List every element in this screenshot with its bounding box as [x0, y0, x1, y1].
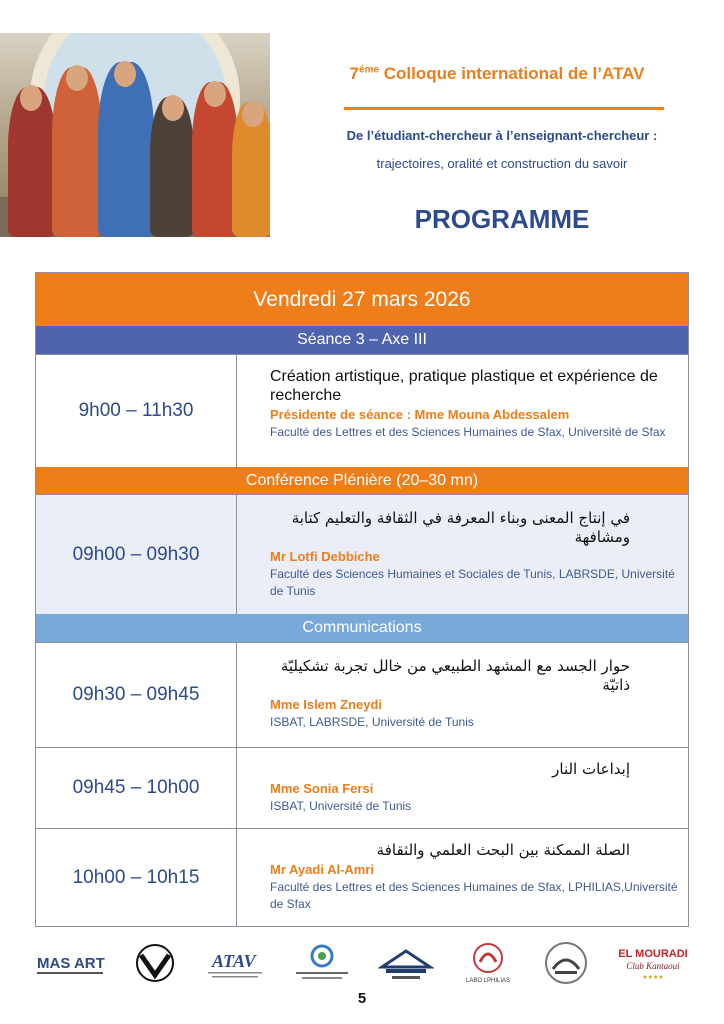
page-number: 5	[357, 990, 367, 1007]
affiliation: Faculté des Lettres et des Sciences Humaines de Sfax, LPHILIAS,Université de Sfax	[270, 880, 678, 911]
affiliation: Faculté des Sciences Humaines et Sociales de Tunis, LABRSDE, Université de Tunis	[270, 567, 675, 598]
isbat-building-logo	[378, 942, 434, 984]
el-mouradi-text: EL MOURADI	[618, 948, 688, 960]
affiliation: ISBAT, LABRSDE, Université de Tunis	[270, 715, 474, 729]
talk-title: Création artistique, pratique plastique et expérience de recherche	[270, 368, 658, 404]
table-row	[36, 828, 688, 926]
atav-text: ATAV	[212, 951, 257, 971]
content-cell	[237, 495, 688, 614]
lphilias-text: LABO LPHILIAS	[465, 978, 510, 984]
time-cell: 09h45 – 10h00	[36, 748, 237, 828]
circle-emblem-logo	[292, 942, 352, 984]
talk-title: في إنتاج المعنى وبناء المعرفة في الثقافة والتعليم كتابة ومشافهة	[291, 509, 630, 546]
speaker-name: Mr Lotfi Debbiche	[270, 549, 380, 564]
table-row	[36, 354, 688, 467]
colloque-title	[292, 64, 702, 84]
table-row	[36, 494, 688, 614]
hero-painting-image	[0, 33, 270, 237]
speaker-name: Mr Ayadi Al-Amri	[270, 862, 375, 877]
figure-shape	[98, 62, 154, 237]
time-cell: 09h30 – 09h45	[36, 643, 237, 747]
title-divider	[344, 107, 664, 110]
programme-heading: PROGRAMME	[414, 204, 590, 234]
content-cell	[237, 643, 688, 747]
affiliation: Faculté des Lettres et des Sciences Humaines de Sfax, Université de Sfax	[270, 425, 666, 439]
table-row	[36, 642, 688, 747]
day-header: Vendredi 27 mars 2026	[36, 273, 688, 326]
title-number: 7	[349, 64, 360, 83]
club-kantaoui-text: Club Kantaoui	[626, 961, 680, 971]
head-shape	[204, 81, 226, 107]
title-text: Colloque international de l’ATAV	[383, 64, 645, 83]
chevron-shield-logo	[131, 942, 179, 984]
speaker-name: Mme Sonia Fersi	[270, 781, 374, 796]
seal-logo	[541, 942, 591, 984]
session-header: Séance 3 – Axe III	[36, 326, 688, 354]
head-shape	[66, 65, 88, 91]
conference-header: Conférence Plénière (20–30 mn)	[36, 467, 688, 494]
speaker-name: Mme Islem Zneydi	[270, 697, 382, 712]
time-cell: 10h00 – 10h15	[36, 829, 237, 926]
speaker-name: Présidente de séance : Mme Mouna Abdessalem	[270, 407, 570, 422]
mas-art-text: MAS ART	[37, 955, 105, 972]
programme-table	[35, 272, 689, 927]
lphilias-logo	[460, 942, 516, 984]
time-cell: 09h00 – 09h30	[36, 495, 237, 614]
title-superscript: éme	[359, 64, 380, 76]
talk-title: الصلة الممكنة بين البحث العلمي والثقافة	[376, 841, 630, 859]
head-shape	[162, 95, 184, 121]
figure-shape	[52, 67, 102, 237]
talk-title: حوار الجسد مع المشهد الطبيعي من خالل تجربة تشكيليّة ذاتيّة	[280, 657, 630, 694]
table-row	[36, 747, 688, 828]
content-cell	[237, 355, 688, 467]
hotel-stars: ★★★★	[642, 974, 664, 981]
content-cell	[237, 748, 688, 828]
subtitle-line1: De l’étudiant-chercheur à l’enseignant-chercheur :	[346, 128, 658, 143]
communications-header: Communications	[36, 614, 688, 642]
content-cell	[237, 829, 688, 926]
time-cell: 9h00 – 11h30	[36, 355, 237, 467]
head-shape	[114, 61, 136, 87]
head-shape	[20, 85, 42, 111]
talk-title: إبداعات النار	[552, 760, 630, 778]
affiliation: ISBAT, Université de Tunis	[270, 799, 412, 813]
subtitle-line2: trajectoires, oralité et construction du savoir	[376, 156, 628, 171]
mas-art-logo	[35, 942, 105, 984]
el-mouradi-logo	[617, 942, 689, 984]
partner-logos	[35, 938, 689, 988]
head-shape	[242, 101, 264, 127]
atav-logo	[204, 942, 266, 984]
